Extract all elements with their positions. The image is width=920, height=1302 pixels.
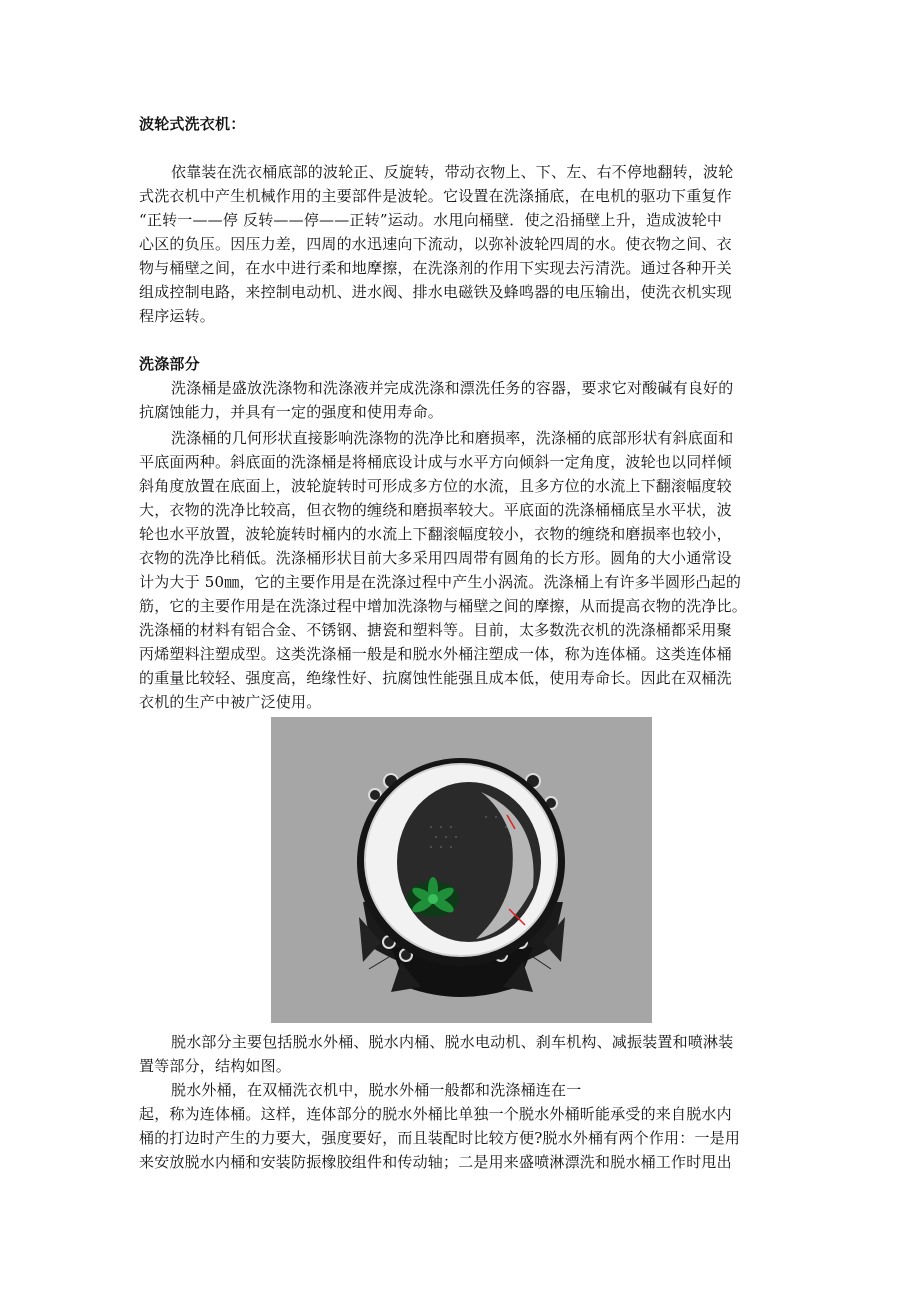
paragraph-line: 计为大于 50㎜，它的主要作用是在洗涤过程中产生小涡流。洗涤桶上有许多半圆形凸起的 [139, 573, 742, 591]
paragraph-line: 斜角度放置在底面上，波轮旋转时可形成多方位的水流，且多方位的水流上下翻滚幅度较 [139, 477, 732, 495]
paragraph-line: 筋，它的主要作用是在洗涤过程中增加洗涤物与桶壁之间的摩擦，从而提高衣物的洗净比。 [139, 597, 748, 615]
washing-tub-figure [271, 717, 652, 1023]
paragraph-line: 脱水外桶，在双桶洗衣机中，脱水外桶一般都和洗涤桶连在一 [171, 1081, 582, 1099]
paragraph-line: 的重量比较轻、强度高，绝缘性好、抗腐蚀性能强且成本低，使用寿命长。因此在双桶洗 [139, 669, 732, 687]
paragraph-line: 衣机的生产中被广泛使用。 [139, 693, 322, 711]
intro-line: 组成控制电路，来控制电动机、进水阀、排水电磁铁及蜂鸣器的电压输出，使洗衣机实现 [139, 283, 732, 301]
paragraph-line: 抗腐蚀能力，并具有一定的强度和使用寿命。 [139, 403, 444, 421]
paragraph-line: 脱水部分主要包括脱水外桶、脱水内桶、脱水电动机、刹车机构、减振装置和喷淋装 [171, 1033, 734, 1051]
paragraph-line: 起，称为连体桶。这样，连体部分的脱水外桶比单独一个脱水外桶昕能承受的来自脱水内 [139, 1105, 732, 1123]
paragraph-line: 桶的打边时产生的力要大，强度要好，而且装配时比较方便?脱水外桶有两个作用：一是用 [139, 1129, 741, 1147]
intro-line: 心区的负压。因压力差，四周的水迅速向下流动，以弥补波轮四周的水。使衣物之间、衣 [139, 235, 732, 253]
paragraph-line: 大，衣物的洗净比较高，但衣物的缠绕和磨损率较大。平底面的洗涤桶桶底呈水平状，波 [139, 501, 732, 519]
paragraph-line: 来安放脱水内桶和安装防振橡胶组件和传动轴；二是用来盛喷淋漂洗和脱水桶工作时甩出 [139, 1153, 732, 1171]
document-title: 波轮式洗衣机： [139, 115, 246, 133]
section-heading: 洗涤部分 [139, 355, 200, 373]
paragraph-line: 置等部分，结构如图。 [139, 1057, 292, 1075]
intro-line: 物与桶壁之间，在水中进行柔和地摩擦，在洗涤剂的作用下实现去污清洗。通过各种开关 [139, 259, 732, 277]
paragraph-line: 轮也水平放置，波轮旋转时桶内的水流上下翻滚幅度较小，衣物的缠绕和磨损率也较小， [139, 525, 732, 543]
paragraph-line: 洗涤桶的材料有铝合金、不锈钢、搪瓷和塑料等。目前，太多数洗衣机的洗涤桶都采用聚 [139, 621, 732, 639]
washing-tub-illustration [271, 717, 652, 1023]
intro-line: 式洗衣机中产生机械作用的主要部件是波轮。它设置在洗涤捅底，在电机的驱功下重复作 [139, 187, 732, 205]
intro-line: 依靠装在洗衣桶底部的波轮正、反旋转，带动衣物上、下、左、右不停地翻转，波轮 [171, 163, 734, 181]
paragraph-line: 衣物的洗净比稍低。洗涤桶形状目前大多采用四周带有圆角的长方形。圆角的大小通常设 [139, 549, 732, 567]
intro-line: “正转一——停 反转——停——正转”运动。水甩向桶壁．使之沿捅壁上升，造成波轮中 [139, 211, 723, 229]
paragraph-line: 洗涤桶是盛放洗涤物和洗涤液并完成洗涤和漂洗任务的容器，要求它对酸碱有良好的 [171, 379, 734, 397]
intro-line: 程序运转。 [139, 307, 216, 325]
paragraph-line: 平底面两种。斜底面的洗涤桶是将桶底设计成与水平方向倾斜一定角度，波轮也以同样倾 [139, 453, 732, 471]
paragraph-line: 丙烯塑料注塑成型。这类洗涤桶一般是和脱水外桶注塑成一体，称为连体桶。这类连体桶 [139, 645, 732, 663]
paragraph-line: 洗涤桶的几何形状直接影响洗涤物的洗净比和磨损率，洗涤桶的底部形状有斜底面和 [171, 429, 734, 447]
